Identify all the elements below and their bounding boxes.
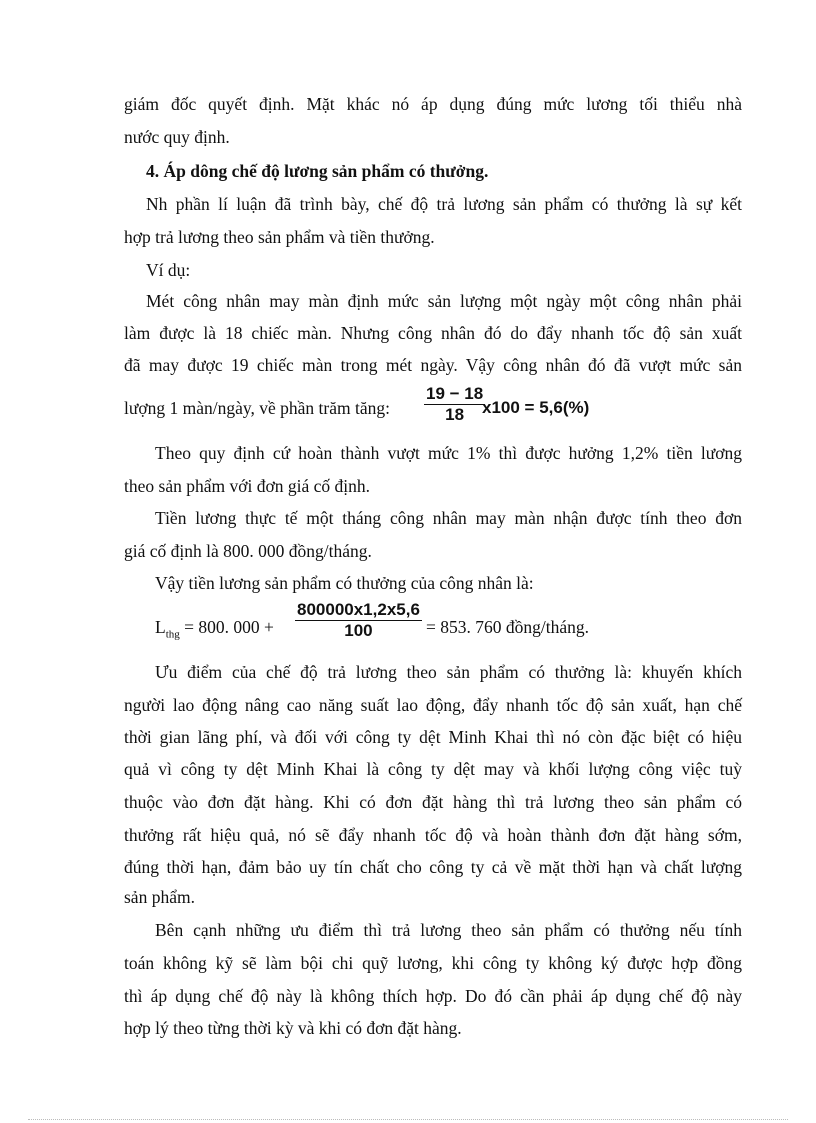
salary-result: = 853. 760 đồng/tháng.: [426, 617, 589, 637]
paragraph-7-line-4: quả vì công ty dệt Minh Khai là công ty dệt may và khối lượng công việc tuỳ: [124, 759, 742, 779]
paragraph-1-line-1: giám đốc quyết định. Mặt khác nó áp dụng đúng mức lương tối thiểu nhà: [124, 94, 742, 114]
paragraph-7-line-6: thưởng rất hiệu quả, nó sẽ đẩy nhanh tốc độ và hoàn thành đơn đặt hàng sớm,: [124, 825, 742, 845]
percentage-denominator: 18: [445, 405, 465, 424]
example-label: Ví dụ:: [146, 260, 191, 280]
paragraph-2-line-1: Nh phần lí luận đã trình bày, chế độ trả lương sản phẩm có thưởng là sự kết: [146, 194, 742, 214]
paragraph-5-line-2: giá cố định là 800. 000 đồng/tháng.: [124, 541, 372, 561]
salary-base: = 800. 000 +: [184, 617, 274, 637]
paragraph-3-line-4: lượng 1 màn/ngày, về phần trăm tăng:: [124, 398, 390, 418]
paragraph-7-line-3: thời gian lãng phí, và đối với công ty dệt Minh Khai thì nó còn đặc biệt có hiệu: [124, 727, 742, 747]
paragraph-7-line-1: Ưu điểm của chế độ trả lương theo sản phẩm có thưởng là: khuyến khích: [155, 662, 742, 682]
salary-fraction: [295, 600, 422, 641]
salary-numerator: 800000x1,2x5,6: [297, 600, 420, 619]
paragraph-3-line-2: làm được là 18 chiếc màn. Nhưng công nhân đó do đẩy nhanh tốc độ sản xuất: [124, 323, 742, 343]
paragraph-4-line-2: theo sản phẩm với đơn giá cố định.: [124, 476, 370, 496]
salary-denominator: 100: [344, 621, 373, 640]
paragraph-7-line-2: người lao động nâng cao năng suất lao động, đẩy nhanh tốc độ sản xuất, hạn chế: [124, 695, 742, 715]
paragraph-7-line-7: đúng thời hạn, đảm bảo uy tín chất cho công ty cả về mặt thời hạn và chất lượng: [124, 857, 742, 877]
page-bottom-divider: [28, 1119, 788, 1120]
paragraph-6: Vậy tiền lương sản phẩm có thưởng của công nhân là:: [155, 573, 534, 593]
paragraph-8-line-3: thì áp dụng chế độ này là không thích hợp. Do đó cần phải áp dụng chế độ này: [124, 986, 742, 1006]
paragraph-5-line-1: Tiền lương thực tế một tháng công nhân may màn nhận được tính theo đơn: [155, 508, 742, 528]
paragraph-8-line-4: hợp lý theo từng thời kỳ và khi có đơn đặt hàng.: [124, 1018, 462, 1038]
paragraph-8-line-2: toán không kỹ sẽ làm bội chi quỹ lương, khi công ty không ký được hợp đồng: [124, 953, 742, 973]
paragraph-1-line-2: nước quy định.: [124, 127, 230, 147]
paragraph-2-line-2: hợp trả lương theo sản phẩm và tiền thưởng.: [124, 227, 435, 247]
percentage-numerator: 19 − 18: [426, 384, 484, 403]
paragraph-7-line-5: thuộc vào đơn đặt hàng. Khi có đơn đặt hàng thì trả lương theo sản phẩm có: [124, 792, 742, 812]
paragraph-4-line-1: Theo quy định cứ hoàn thành vượt mức 1% thì được hưởng 1,2% tiền lương: [155, 443, 742, 463]
salary-subscript: thg: [165, 628, 180, 641]
paragraph-8-line-1: Bên cạnh những ưu điểm thì trả lương theo sản phẩm có thưởng nếu tính: [155, 920, 742, 940]
paragraph-7-line-8: sản phẩm.: [124, 887, 195, 907]
percentage-result: x100 = 5,6(%): [482, 398, 590, 417]
percentage-fraction: [424, 384, 485, 425]
salary-symbol: L: [155, 617, 166, 637]
section-heading: 4. Áp dông chế độ lương sản phẩm có thưởng.: [146, 161, 489, 181]
paragraph-3-line-3: đã may được 19 chiếc màn trong mét ngày. Vậy công nhân đó đã vượt mức sản: [124, 355, 742, 375]
paragraph-3-line-1: Mét công nhân may màn định mức sản lượng một ngày một công nhân phải: [146, 291, 742, 311]
